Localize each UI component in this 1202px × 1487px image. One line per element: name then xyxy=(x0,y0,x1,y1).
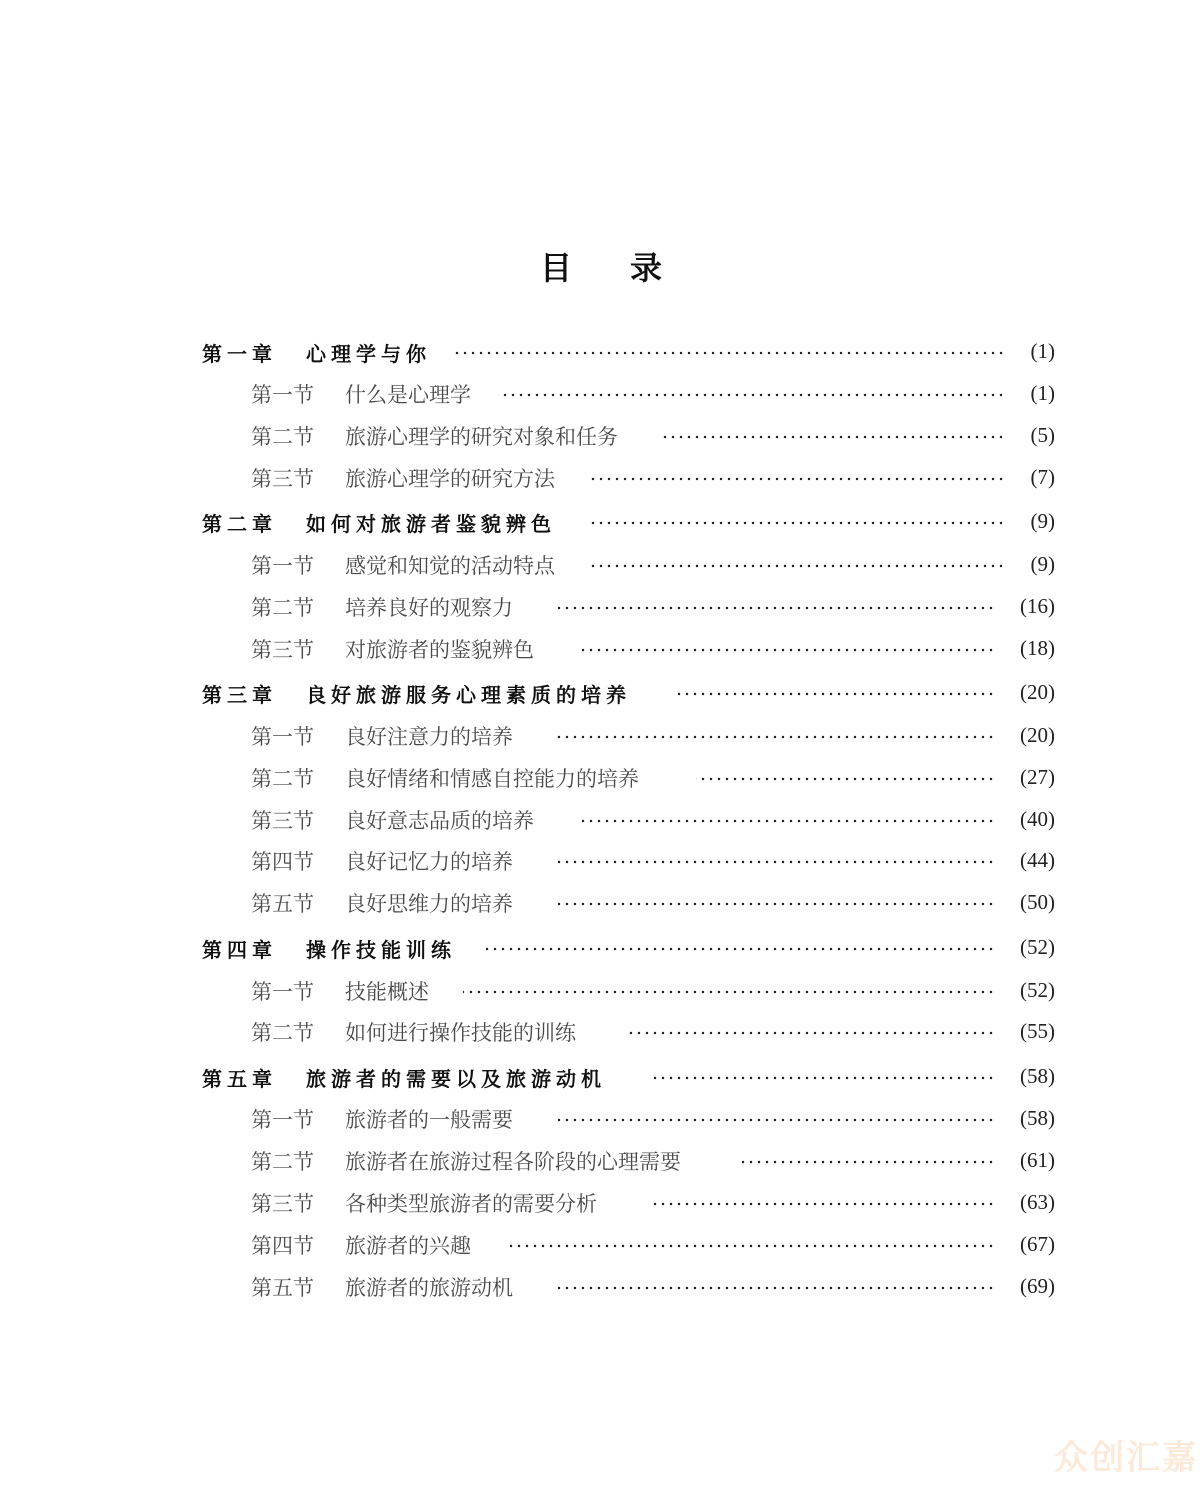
dot-leader xyxy=(556,606,995,610)
toc-entry-label xyxy=(251,1230,471,1260)
toc-section-entry[interactable] xyxy=(0,1230,1202,1260)
section-title: 旅游者的一般需要 xyxy=(345,1108,513,1132)
section-number: 第一节 xyxy=(251,554,314,578)
page-number: (5) xyxy=(1030,423,1055,447)
dot-leader xyxy=(556,860,995,864)
section-title: 对旅游者的鉴貌辨色 xyxy=(345,638,534,662)
section-title: 技能概述 xyxy=(345,980,429,1004)
dot-leader xyxy=(463,990,995,994)
toc-entry-label xyxy=(251,721,513,751)
page-number: (16) xyxy=(1020,594,1055,618)
toc-section-entry[interactable] xyxy=(0,888,1202,918)
toc-entry-label xyxy=(251,550,555,580)
section-title: 旅游者的兴趣 xyxy=(345,1234,471,1258)
chapter-number: 第二章 xyxy=(202,511,277,536)
section-title: 感觉和知觉的活动特点 xyxy=(345,554,555,578)
dot-leader xyxy=(660,435,1005,439)
dot-leader xyxy=(498,393,1005,397)
page-number: (58) xyxy=(1020,1064,1055,1088)
toc-entry-label xyxy=(251,805,534,835)
toc-section-entry[interactable] xyxy=(0,463,1202,493)
toc-entry-label xyxy=(251,976,429,1006)
section-title: 旅游心理学的研究方法 xyxy=(345,467,555,491)
toc-chapter-entry[interactable] xyxy=(0,507,1202,537)
toc-entry-label xyxy=(202,679,631,708)
toc-section-entry[interactable] xyxy=(0,763,1202,793)
toc-entry-label xyxy=(251,1017,576,1047)
section-title: 良好记忆力的培养 xyxy=(345,850,513,874)
toc-section-entry[interactable] xyxy=(0,550,1202,580)
toc-entry-label xyxy=(251,379,471,409)
section-title: 良好情绪和情感自控能力的培养 xyxy=(345,767,639,791)
toc-entry-label xyxy=(251,888,513,918)
section-number: 第四节 xyxy=(251,1234,314,1258)
toc-section-entry[interactable] xyxy=(0,721,1202,751)
toc-entry-label xyxy=(251,1104,513,1134)
dot-leader xyxy=(556,902,995,906)
section-number: 第五节 xyxy=(251,1276,314,1300)
chapter-number: 第四章 xyxy=(202,937,277,962)
dot-leader xyxy=(650,1076,995,1080)
toc-entry-label xyxy=(251,634,534,664)
page-number: (20) xyxy=(1020,723,1055,747)
chapter-number: 第五章 xyxy=(202,1066,277,1091)
page-number: (69) xyxy=(1020,1274,1055,1298)
section-number: 第三节 xyxy=(251,809,314,833)
section-title: 旅游者在旅游过程各阶段的心理需要 xyxy=(345,1150,681,1174)
dot-leader xyxy=(742,1160,995,1164)
page-title xyxy=(0,247,1202,289)
toc-section-entry[interactable] xyxy=(0,846,1202,876)
dot-leader xyxy=(696,777,995,781)
chapter-number: 第一章 xyxy=(202,341,277,366)
dot-leader xyxy=(510,1244,995,1248)
section-number: 第四节 xyxy=(251,850,314,874)
section-number: 第一节 xyxy=(251,725,314,749)
page-number: (40) xyxy=(1020,807,1055,831)
section-number: 第一节 xyxy=(251,1108,314,1132)
section-title: 培养良好的观察力 xyxy=(345,596,513,620)
dot-leader xyxy=(590,477,1005,481)
section-number: 第三节 xyxy=(251,1192,314,1216)
toc-entry-label xyxy=(251,1272,513,1302)
toc-section-entry[interactable] xyxy=(0,592,1202,622)
toc-section-entry[interactable] xyxy=(0,1104,1202,1134)
page-number: (1) xyxy=(1030,339,1055,363)
chapter-title: 心理学与你 xyxy=(306,341,431,366)
section-number: 第一节 xyxy=(251,383,314,407)
chapter-title: 操作技能训练 xyxy=(306,937,456,962)
page-number: (61) xyxy=(1020,1148,1055,1172)
section-title: 如何进行操作技能的训练 xyxy=(345,1021,576,1045)
page-number: (1) xyxy=(1030,381,1055,405)
section-number: 第三节 xyxy=(251,638,314,662)
toc-entry-label xyxy=(251,421,618,451)
toc-entry-label xyxy=(251,592,513,622)
toc-section-entry[interactable] xyxy=(0,805,1202,835)
page-number: (52) xyxy=(1020,978,1055,1002)
toc-section-entry[interactable] xyxy=(0,1017,1202,1047)
toc-section-entry[interactable] xyxy=(0,421,1202,451)
toc-section-entry[interactable] xyxy=(0,634,1202,664)
page-number: (52) xyxy=(1020,935,1055,959)
chapter-title: 旅游者的需要以及旅游动机 xyxy=(306,1066,606,1091)
page-number: (18) xyxy=(1020,636,1055,660)
toc-section-entry[interactable] xyxy=(0,1188,1202,1218)
dot-leader xyxy=(556,735,995,739)
toc-entry-label xyxy=(251,846,513,876)
toc-entry-label xyxy=(202,338,431,367)
section-number: 第二节 xyxy=(251,596,314,620)
toc-chapter-entry[interactable] xyxy=(0,678,1202,708)
section-title: 旅游者的旅游动机 xyxy=(345,1276,513,1300)
dot-leader xyxy=(580,819,995,823)
title-char: 目 xyxy=(539,249,630,287)
section-title: 旅游心理学的研究对象和任务 xyxy=(345,425,618,449)
toc-section-entry[interactable] xyxy=(0,976,1202,1006)
page-number: (7) xyxy=(1030,465,1055,489)
toc-entry-label xyxy=(251,1146,681,1176)
section-number: 第二节 xyxy=(251,1150,314,1174)
toc-section-entry[interactable] xyxy=(0,1272,1202,1302)
dot-leader xyxy=(452,351,1005,355)
section-title: 良好思维力的培养 xyxy=(345,892,513,916)
section-title: 良好注意力的培养 xyxy=(345,725,513,749)
toc-entry-label xyxy=(202,1063,606,1092)
section-title: 各种类型旅游者的需要分析 xyxy=(345,1192,597,1216)
section-title: 良好意志品质的培养 xyxy=(345,809,534,833)
section-title: 什么是心理学 xyxy=(345,383,471,407)
page-number: (9) xyxy=(1030,552,1055,576)
dot-leader xyxy=(626,1031,995,1035)
toc-entry-label xyxy=(251,463,555,493)
section-number: 第二节 xyxy=(251,425,314,449)
dot-leader xyxy=(673,692,995,696)
dot-leader xyxy=(486,947,995,951)
toc-chapter-entry[interactable] xyxy=(0,933,1202,963)
page-number: (50) xyxy=(1020,890,1055,914)
toc-entry-label xyxy=(251,1188,597,1218)
toc-entry-label xyxy=(251,763,639,793)
page-number: (55) xyxy=(1020,1019,1055,1043)
dot-leader xyxy=(650,1202,995,1206)
section-number: 第一节 xyxy=(251,980,314,1004)
toc-entry-label xyxy=(202,508,556,537)
page-number: (58) xyxy=(1020,1106,1055,1130)
title-char: 录 xyxy=(630,249,721,287)
page-number: (63) xyxy=(1020,1190,1055,1214)
watermark: 众创汇嘉 xyxy=(1054,1438,1198,1478)
page-number: (67) xyxy=(1020,1232,1055,1256)
section-number: 第五节 xyxy=(251,892,314,916)
page-number: (9) xyxy=(1030,509,1055,533)
toc-chapter-entry[interactable] xyxy=(0,1062,1202,1092)
page-number: (44) xyxy=(1020,848,1055,872)
dot-leader xyxy=(590,521,1005,525)
toc-section-entry[interactable] xyxy=(0,379,1202,409)
page-number: (20) xyxy=(1020,680,1055,704)
toc-section-entry[interactable] xyxy=(0,1146,1202,1176)
chapter-title: 如何对旅游者鉴貌辨色 xyxy=(306,511,556,536)
toc-entry-label xyxy=(202,934,456,963)
dot-leader xyxy=(556,1118,995,1122)
dot-leader xyxy=(556,1286,995,1290)
dot-leader xyxy=(580,648,995,652)
section-number: 第三节 xyxy=(251,467,314,491)
chapter-title: 良好旅游服务心理素质的培养 xyxy=(306,682,631,707)
page-number: (27) xyxy=(1020,765,1055,789)
section-number: 第二节 xyxy=(251,767,314,791)
dot-leader xyxy=(590,564,1005,568)
toc-chapter-entry[interactable] xyxy=(0,337,1202,367)
section-number: 第二节 xyxy=(251,1021,314,1045)
chapter-number: 第三章 xyxy=(202,682,277,707)
